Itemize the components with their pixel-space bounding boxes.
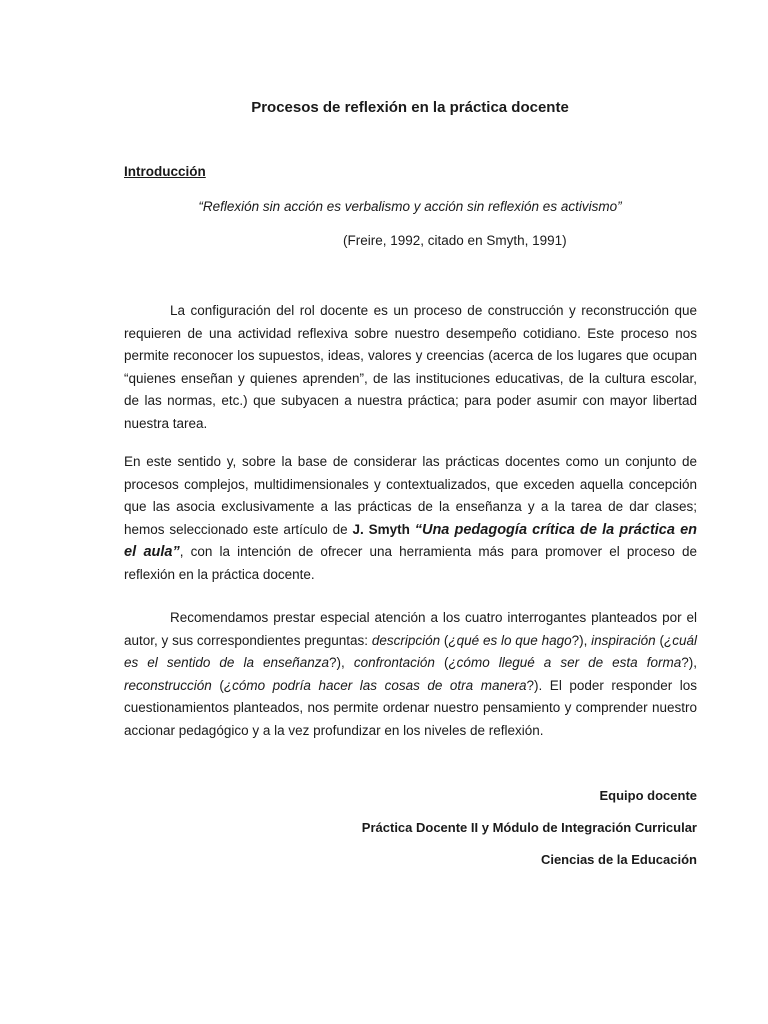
question-inspiracion: ¿cuál es el sentido de la enseñanza [124,632,697,670]
paragraph-2 [124,451,697,586]
p3-text: ?). El poder responder los cuestionamientos planteados, nos permite ordenar nuestro pensamiento y comprender nuestro accionar pedagógico y a la vez profundizar en los niveles de reflexión. [124,677,698,738]
question-descripcion: ¿qué es lo que hago [448,632,572,648]
p3-text: ?), [571,632,592,648]
signature-program: Ciencias de la Educación [540,852,697,867]
p3-text: ( [434,655,449,670]
paragraph-2-text-before: En este sentido y, sobre la base de considerar las prácticas docentes como un conjunto de procesos complejos, multidimensionales y contextualizados, que exceden aquella concepción que las asocia exclusivamente a las prácticas de la enseñanza y a la tarea de dar clases; hemos seleccionado este artículo de [124,454,697,537]
document-title: Procesos de reflexión en la práctica docente [251,99,569,116]
epigraph-citation: (Freire, 1992, citado en Smyth, 1991) [343,233,567,248]
p3-text: ( [655,632,664,648]
author-name: J. Smyth [352,521,410,537]
term-descripcion: descripción [371,632,441,648]
term-inspiracion: inspiración [591,632,656,648]
article-title: “Una pedagogía crítica de la práctica en el aula” [124,521,697,560]
p3-text: ( [211,677,224,693]
p3-text: Recomendamos prestar especial atención a los cuatro interrogantes planteados por el autor, y sus correspondientes preguntas: [124,610,697,648]
term-reconstruccion: reconstrucción [124,677,212,693]
term-confrontacion: confrontación [353,655,435,670]
signature-team: Equipo docente [599,788,697,803]
epigraph-quote: “Reflexión sin acción es verbalismo y acción sin reflexión es activismo” [198,199,622,214]
p3-text: ?), [329,655,354,670]
section-heading: Introducción [124,164,206,179]
question-confrontacion: ¿cómo llegué a ser de esta forma [448,655,682,670]
paragraph-1: La configuración del rol docente es un proceso de construcción y reconstrucción que requieren de una actividad reflexiva sobre nuestro desempeño cotidiano. Este proceso nos permite reconocer los supuestos, ideas, valores y creencias (acerca de los lugares que ocupan “quienes enseñan y quienes aprenden”, de las instituciones educativas, de la cultura escolar, de las normas, etc.) que subyacen a nuestra práctica; para poder asumir con mayor libertad nuestra tarea. [124,303,697,431]
signature-course: Práctica Docente II y Módulo de Integración Curricular [361,820,697,835]
p3-text: ( [440,632,449,648]
p3-text: ?), [681,655,697,670]
paragraph-2-text-after: , con la intención de ofrecer una herramienta más para promover el proceso de reflexión en la práctica docente. [124,544,697,582]
paragraph-3 [124,607,697,742]
question-reconstruccion: ¿cómo podría hacer las cosas de otra manera [223,677,527,693]
